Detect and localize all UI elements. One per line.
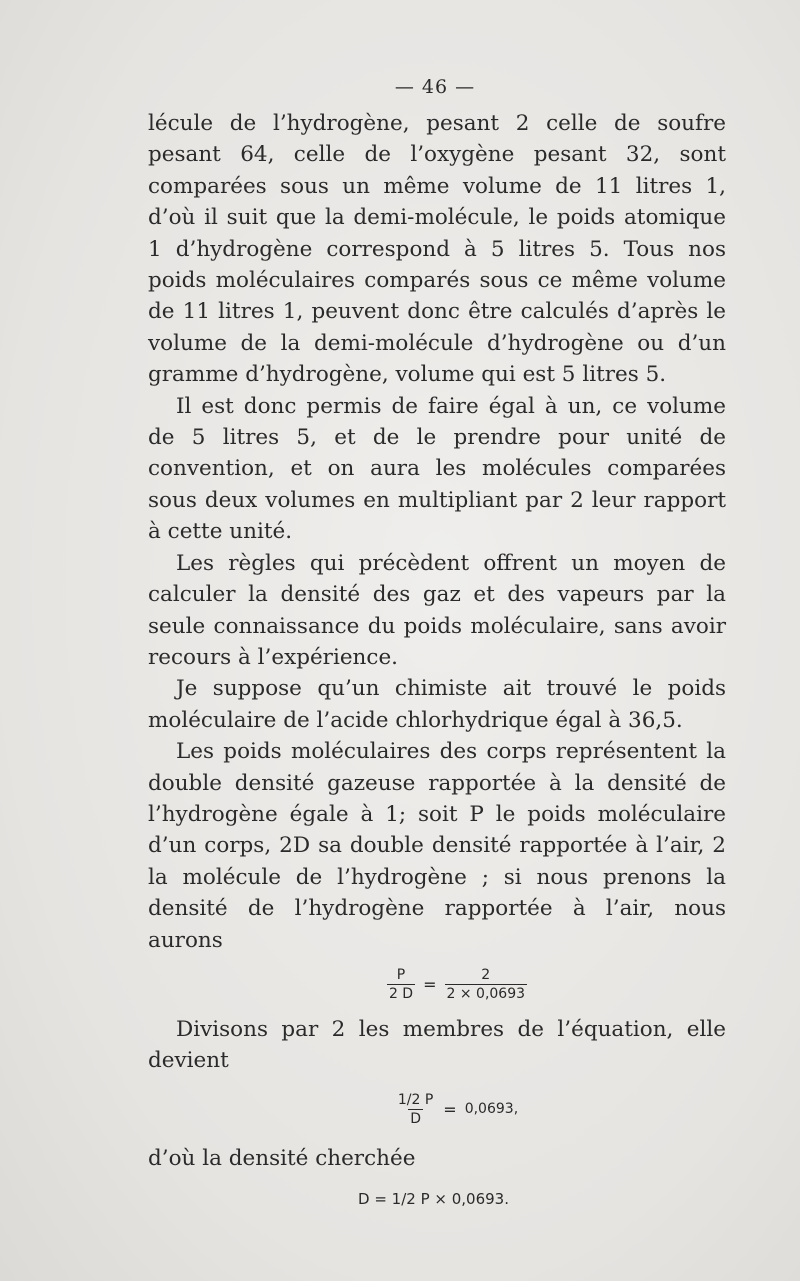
fraction-rhs: $\frac{2}{2 \times 0,0693}$ — [446, 967, 526, 1003]
equals-sign: = — [423, 975, 437, 995]
equation-1 — [148, 956, 726, 1014]
paragraph-6: Divisons par 2 les membres de l’équation, elle devient — [148, 1016, 726, 1074]
paragraph-1: lécule de l’hydrogène, pesant 2 celle de soufre pesant 64, celle de l’oxygène pesant 32, sont comparées sous un même volume de 11 litres 1, d’où il suit que la demi-molécule, le poids atomique 1 d’hydrogène correspond à 5 litres 5. Tous nos poids moléculaires comparés sous ce même volume de 11 litres 1, peuvent donc être calculés d’après le volume de la demi-molécule d’hydrogène ou d’un gramme d’hydrogène, volume qui est 5 litres 5. — [148, 111, 726, 388]
paragraph-3: Les règles qui précèdent offrent un moyen de calculer la densité des gaz et des vapeurs par la seule connaissance du poids moléculaire, sans avoir recours à l’expérience. — [148, 550, 726, 670]
equation-rhs: 0,0693, — [464, 1101, 519, 1118]
equals-sign: = — [443, 1100, 457, 1120]
fraction-lhs: $\frac{1/2 P}{D}$ — [397, 1092, 434, 1128]
paragraph-4: Je suppose qu’un chimiste ait trouvé le poids moléculaire de l’acide chlorhydrique égal à 36,5. — [148, 676, 726, 733]
paragraph-5: Les poids moléculaires des corps représentent la double densité gazeuse rapportée à la densité de l’hydrogène égale à 1; soit P le poids moléculaire d’un corps, 2D sa double densité rapportée à l’air, 2 la molécule de l’hydrogène ; si nous prenons la densité de l’hydrogène rapportée à l’air, nous aurons — [148, 739, 726, 953]
equation-2 — [148, 1077, 726, 1143]
paragraph-2: Il est donc permis de faire égal à un, ce volume de 5 litres 5, et de le prendre pour unité de convention, et on aura les molécules comparées sous deux volumes en multipliant par 2 leur rapport à cette unité. — [148, 393, 726, 545]
equation-3: D = 1/2 P × 0,0693. — [358, 1190, 509, 1209]
body-text — [148, 108, 726, 1226]
fraction-lhs: $\frac{P}{2 D}$ — [388, 967, 414, 1003]
paragraph-7: d’où la densité cherchée — [148, 1145, 416, 1171]
page-number: — 46 — — [394, 76, 476, 98]
